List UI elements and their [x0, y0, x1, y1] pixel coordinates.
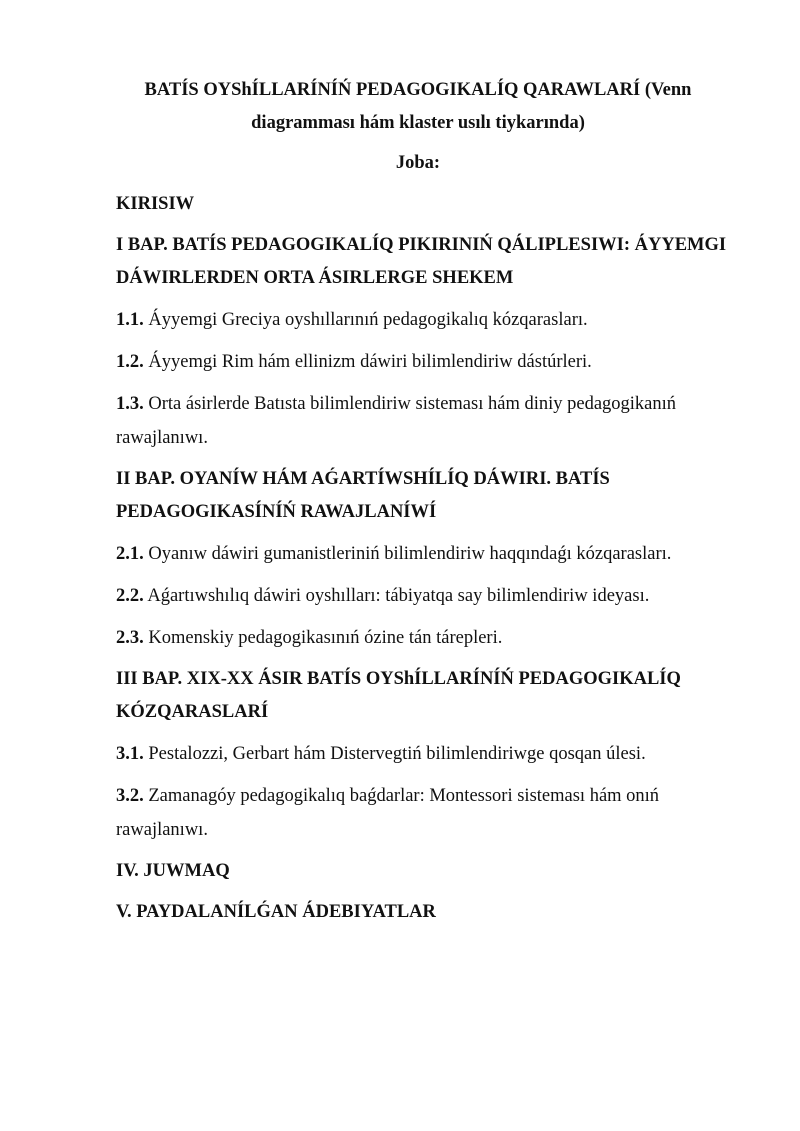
chapter-1	[116, 229, 734, 455]
plan-label: Joba:	[395, 153, 441, 173]
list-item	[116, 387, 734, 455]
list-item	[116, 303, 734, 337]
item-text: Orta ásirlerde Batısta bilimlendiriw sisteması hám diniy pedagogikanıń rawajlanıwı.	[116, 394, 677, 448]
list-item	[116, 737, 734, 771]
document-title: BATÍS OYShÍLLARÍNÍŃ PEDAGOGIKALÍQ QARAWLARÍ (Venn diagramması hám klaster usılı tiykarında)	[144, 80, 692, 133]
chapter-heading: III BAP. XIX-XX ÁSIR BATÍS OYShÍLLARÍNÍŃ PEDAGOGIKALÍQ KÓZQARASLARÍ	[116, 669, 681, 722]
chapter-heading: I BAP. BATÍS PEDAGOGIKALÍQ PIKIRINIŃ QÁLIPLESIWI: ÁYYEMGI DÁWIRLERDEN ORTA ÁSIRLERGE SHEKEM	[116, 235, 727, 288]
item-text: Zamanagóy pedagogikalıq baǵdarlar: Montessori sisteması hám onıń rawajlanıwı.	[116, 786, 660, 840]
item-number: 1.1.	[116, 310, 144, 330]
list-item	[116, 537, 734, 571]
conclusion-heading: IV. JUWMAQ	[116, 861, 230, 881]
chapter-3	[116, 663, 734, 847]
item-number: 1.2.	[116, 352, 144, 372]
item-text: Komenskiy pedagogikasınıń ózine tán tárepleri.	[148, 628, 503, 648]
list-item	[116, 579, 734, 613]
item-number: 1.3.	[116, 394, 144, 414]
item-text: Aǵartıwshılıq dáwiri oyshılları: tábiyatqa say bilimlendiriw ideyası.	[147, 586, 650, 606]
item-number: 2.1.	[116, 544, 144, 564]
item-number: 3.1.	[116, 744, 144, 764]
item-number: 3.2.	[116, 786, 144, 806]
item-text: Oyanıw dáwiri gumanistleriniń bilimlendiriw haqqındaǵı kózqarasları.	[148, 544, 672, 564]
list-item	[116, 345, 734, 379]
chapter-heading: II BAP. OYANÍW HÁM AǴARTÍWSHÍLÍQ DÁWIRI. BATÍS PEDAGOGIKASÍNÍŃ RAWAJLANÍWÍ	[116, 469, 610, 522]
item-text: Áyyemgi Greciya oyshıllarınıń pedagogikalıq kózqarasları.	[148, 310, 588, 330]
references-heading: V. PAYDALANÍLǴAN ÁDEBIYATLAR	[116, 902, 436, 922]
item-number: 2.3.	[116, 628, 144, 648]
item-text: Áyyemgi Rim hám ellinizm dáwiri bilimlendiriw dástúrleri.	[148, 352, 592, 372]
item-text: Pestalozzi, Gerbart hám Distervegtiń bilimlendiriwge qosqan úlesi.	[148, 744, 646, 764]
list-item	[116, 621, 734, 655]
list-item	[116, 779, 734, 847]
item-number: 2.2.	[116, 586, 144, 606]
intro-heading: KIRISIW	[116, 194, 195, 214]
chapter-2	[116, 463, 734, 655]
